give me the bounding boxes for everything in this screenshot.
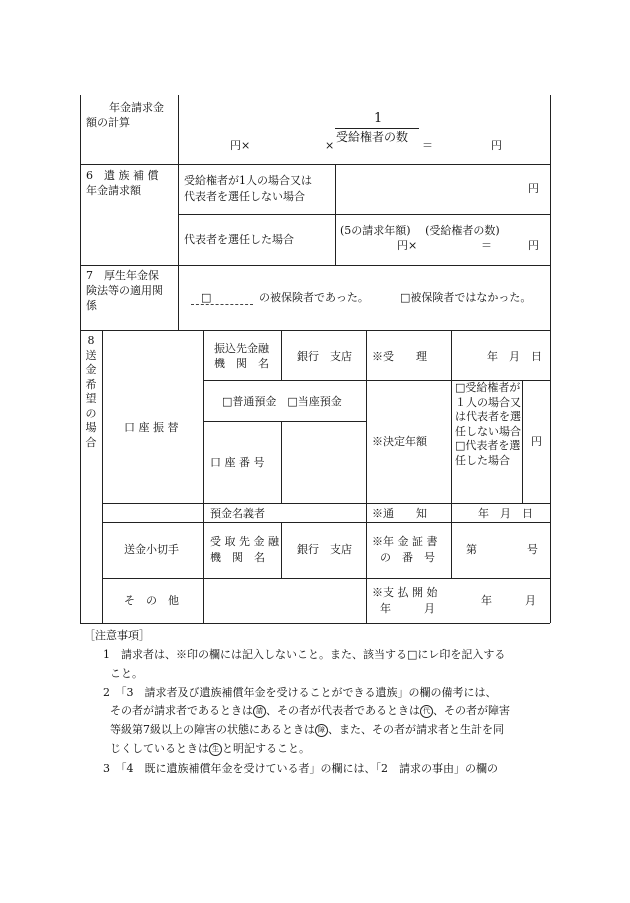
sec8-decided-yen: 円	[531, 435, 542, 448]
sec8-receipt: ※受 理	[372, 350, 427, 363]
note-2-line4-a: じくしているときは	[110, 742, 209, 755]
sec6-row1-yen: 円	[528, 182, 539, 195]
divider-sec8-label	[102, 330, 103, 623]
sec8-check: 送金小切手	[124, 543, 179, 556]
sec8-rep-option[interactable]: □受給権者が１人の場合又は代表者を選任しない場合□代表者を選任した場合	[455, 381, 521, 467]
sec8-pay-ym: 年 月	[481, 594, 536, 607]
divider-sec8-b3	[281, 522, 282, 578]
note-2-line3	[110, 722, 504, 737]
sec8-pay-line1: ※支 払 開 始	[372, 586, 438, 599]
sec8-cert-line1: ※年 金 証 書	[372, 535, 438, 548]
divider-sec8-b2	[281, 421, 282, 503]
calc-yen: 円	[491, 139, 502, 152]
sec7-option1-text: の被保険者であった。	[259, 291, 369, 304]
note-2-line2-a: その者が請求者であるときは	[110, 704, 253, 717]
row-sec8-5	[102, 578, 550, 579]
sec6-row1-line2: 代表者を選任しない場合	[184, 190, 305, 203]
sec8-recv-branch: 銀行 支店	[297, 543, 352, 556]
sec8-label: 8 送金希望の場合	[85, 334, 97, 449]
row-sec8-4	[203, 522, 550, 523]
sec6-row2-equals: ＝	[481, 239, 492, 252]
sec8-cert-line2: の 番 号	[380, 551, 435, 564]
sec8-holder: 預金名義者	[210, 507, 265, 520]
note-2-line3-b: 、また、その者が請求者と生計を同	[328, 723, 504, 736]
note-2-line3-a: 等級第7級以上の障害の状態にあるときは	[110, 723, 315, 736]
calc-yen-times: 円×	[230, 139, 251, 152]
sec8-cert-prefix: 第	[466, 543, 477, 556]
sec8-pay-line2: 年 月	[380, 602, 435, 615]
border-sec6-mid	[178, 214, 550, 215]
sec6-label-line2: 年金請求額	[86, 184, 141, 197]
calc-frac-den: 受給権者の数	[336, 130, 409, 144]
note-2-line4	[110, 741, 310, 756]
row-sec8-2	[203, 421, 366, 422]
circled-sho-mark: 障	[315, 724, 328, 737]
divider-sec6	[335, 164, 336, 265]
sec6-row2-formula: (5の請求年額) (受給権者の数)	[340, 224, 500, 237]
sec6-row2-yen: 円	[528, 239, 539, 252]
border-bottom-calc	[80, 164, 550, 165]
border-bottom-table	[80, 623, 550, 624]
divider-sec8-b1	[281, 330, 282, 380]
circled-dai-mark: 代	[420, 705, 433, 718]
calc-frac-bar	[335, 128, 419, 129]
notes-heading: ［注意事項］	[84, 629, 150, 642]
calc-label-line1: 年金請求金	[109, 101, 164, 114]
sec8-account-no: 口 座 番 号	[210, 456, 265, 469]
sec7-label-line1: 7 厚生年金保	[86, 269, 159, 282]
calc-frac-num: 1	[374, 111, 383, 126]
sec6-row1-line1: 受給権者が1人の場合又は	[184, 174, 312, 187]
calc-equals: ＝	[422, 139, 433, 152]
circled-sei-live-mark: 生	[209, 743, 222, 756]
note-2-line1: 2 「3 請求者及び遺族補償年金を受けることができる遺族」の欄の備考には、	[103, 686, 497, 699]
sec8-account-transfer: 口 座 振 替	[124, 421, 179, 434]
row-sec8-3	[102, 503, 550, 504]
sec8-cert-suffix: 号	[527, 543, 538, 556]
divider-sec8-a	[203, 330, 204, 623]
sec8-decided-amount: ※決定年額	[372, 435, 427, 448]
note-3-line1: 3 「4 既に遺族補償年金を受けている者」の欄には、「2 請求の事由」の欄の	[103, 762, 498, 775]
note-1-line2: こと。	[110, 667, 143, 680]
note-1-line1: 1 請求者は、※印の欄には記入しないこと。また、該当する□にレ印を記入する	[103, 648, 506, 661]
sec8-other: そ の 他	[124, 594, 179, 607]
note-2-line2	[110, 703, 510, 718]
note-2-line2-b: 、その者が代表者であるときは	[266, 704, 420, 717]
border-right	[550, 95, 551, 623]
sec7-option1-checkbox[interactable]: □	[201, 291, 212, 304]
sec8-notice-date: 年 月 日	[478, 507, 533, 520]
note-2-line4-b: と明記すること。	[222, 742, 310, 755]
row-sec8-4b	[102, 522, 203, 523]
sec8-bank-line1: 振込先金融	[214, 342, 269, 355]
divider-label-col	[178, 95, 179, 330]
circled-sei-mark: 請	[253, 705, 266, 718]
sec8-notice: ※通 知	[372, 507, 427, 520]
sec7-option2-checkbox[interactable]: □被保険者ではなかった。	[400, 291, 532, 304]
sec6-row2-yen-times: 円×	[397, 239, 418, 252]
sec6-row2-label: 代表者を選任した場合	[184, 233, 294, 246]
sec8-deposit-types[interactable]: □普通預金 □当座預金	[222, 395, 342, 408]
sec6-label-line1: 6 遺 族 補 償	[86, 169, 159, 182]
border-bottom-sec6	[80, 265, 550, 266]
divider-sec8-c	[366, 330, 367, 623]
sec7-label-line3: 係	[86, 299, 97, 312]
calc-times: ×	[325, 139, 335, 152]
divider-sec8-d	[451, 330, 452, 578]
sec8-recv-line2: 機 関 名	[210, 551, 265, 564]
sec7-blank-line	[191, 304, 253, 305]
border-left	[80, 95, 81, 623]
sec8-bank-branch: 銀行 支店	[297, 350, 352, 363]
divider-sec8-e	[522, 380, 523, 503]
sec7-label-line2: 険法等の適用関	[86, 284, 163, 297]
sec8-receipt-date: 年 月 日	[487, 350, 542, 363]
calc-label-line2: 額の計算	[86, 116, 130, 129]
sec8-recv-line1: 受 取 先 金 融	[210, 535, 279, 548]
sec8-bank-line2: 機 関 名	[214, 357, 269, 370]
note-2-line2-c: 、その者が障害	[433, 704, 510, 717]
border-bottom-sec7	[80, 330, 550, 331]
